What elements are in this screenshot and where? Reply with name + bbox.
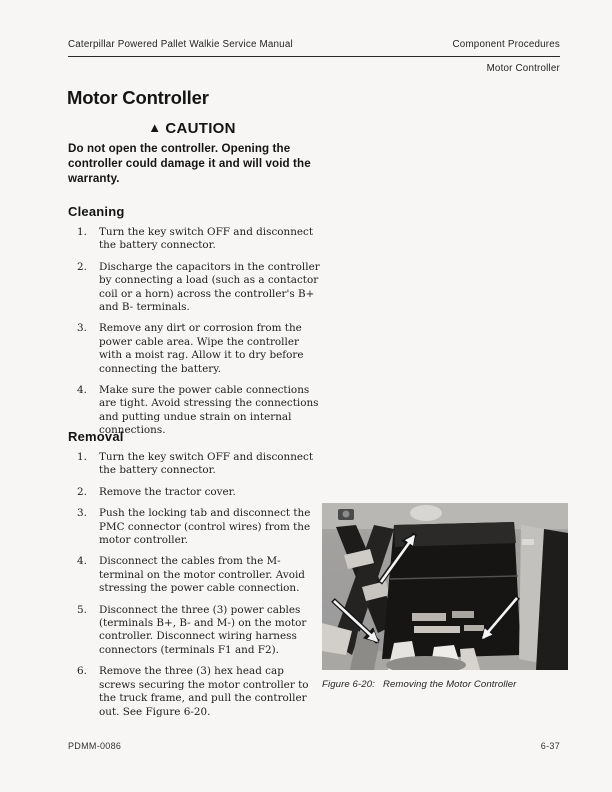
page-header — [68, 39, 560, 50]
list-item-number: 2. — [77, 485, 87, 498]
list-item — [68, 226, 322, 253]
list-item-number: 6. — [77, 665, 87, 678]
figure-caption — [322, 679, 570, 690]
list-item-number: 1. — [77, 451, 87, 463]
figure-caption-text: Removing the Motor Controller — [382, 679, 517, 690]
motor-controller-box — [382, 522, 521, 659]
list-item — [68, 555, 322, 595]
list-item — [68, 604, 322, 658]
footer-page-number: 6-37 — [540, 741, 560, 751]
list-item-number: 1. — [77, 226, 87, 238]
list-item-text: Make sure the power cable connections are tight. Avoid stressing the connections and putting undue strain on internal connections. — [99, 384, 319, 437]
list-item-text: Disconnect the three (3) power cables (terminals B+, B- and M-) on the motor controller. Disconnect wiring harness connectors (terminals F1 and F2). — [99, 603, 307, 656]
header-chapter-title: Component Procedures — [452, 39, 560, 50]
caution-heading-label: CAUTION — [165, 120, 236, 137]
section-heading-cleaning: Cleaning — [68, 204, 125, 219]
footer-document-number: PDMM-0086 — [68, 741, 122, 751]
list-item-text: Remove the tractor cover. — [99, 485, 236, 498]
list-item-number: 4. — [77, 384, 87, 397]
list-item-text: Turn the key switch OFF and disconnect the battery connector. — [99, 226, 314, 252]
caution-box — [68, 120, 316, 186]
list-item — [68, 507, 322, 547]
list-item — [68, 486, 322, 499]
list-item-number: 3. — [77, 322, 87, 335]
figure-6-20 — [322, 503, 570, 690]
truck-frame-right — [519, 525, 568, 670]
caution-text: Do not open the controller. Opening the controller could damage it and will void the warranty. — [68, 142, 311, 185]
list-item-text: Turn the key switch OFF and disconnect the battery connector. — [99, 451, 314, 477]
cleaning-steps-list — [68, 226, 322, 446]
list-item-text: Remove the three (3) hex head cap screws securing the motor controller to the truck frame, and pull the controller out. See Figure 6-20. — [99, 665, 309, 718]
list-item-text: Disconnect the cables from the M- terminal on the motor controller. Avoid stressing the power cable connection. — [99, 555, 305, 595]
list-item — [68, 261, 322, 315]
list-item-number: 2. — [77, 260, 87, 273]
header-section-title: Motor Controller — [486, 63, 560, 74]
header-manual-title: Caterpillar Powered Pallet Walkie Service Manual — [68, 39, 293, 50]
list-item — [68, 451, 322, 478]
caution-heading — [68, 120, 316, 137]
list-item-text: Remove any dirt or corrosion from the power cable area. Wipe the controller with a moist rag. Allow it to dry before connecting the battery. — [99, 322, 304, 375]
list-item — [68, 665, 322, 719]
removal-steps-list — [68, 451, 322, 727]
list-item-text: Discharge the capacitors in the controller by connecting a load (such as a contactor coil or a horn) across the controller's B+ and B- terminals. — [99, 260, 320, 314]
list-item — [68, 322, 322, 376]
motor-controller-photo — [322, 503, 568, 670]
list-item-text: Push the locking tab and disconnect the PMC connector (control wires) from the motor controller. — [99, 507, 311, 547]
section-heading-removal: Removal — [68, 429, 124, 444]
page-footer — [68, 741, 560, 751]
warning-triangle-icon: ▲ — [148, 120, 162, 135]
list-item-number: 5. — [77, 603, 87, 616]
page-title: Motor Controller — [67, 87, 209, 108]
header-rule — [68, 56, 560, 57]
list-item-number: 3. — [77, 507, 87, 520]
list-item-number: 4. — [77, 555, 87, 568]
figure-caption-label: Figure 6-20: — [322, 679, 375, 690]
